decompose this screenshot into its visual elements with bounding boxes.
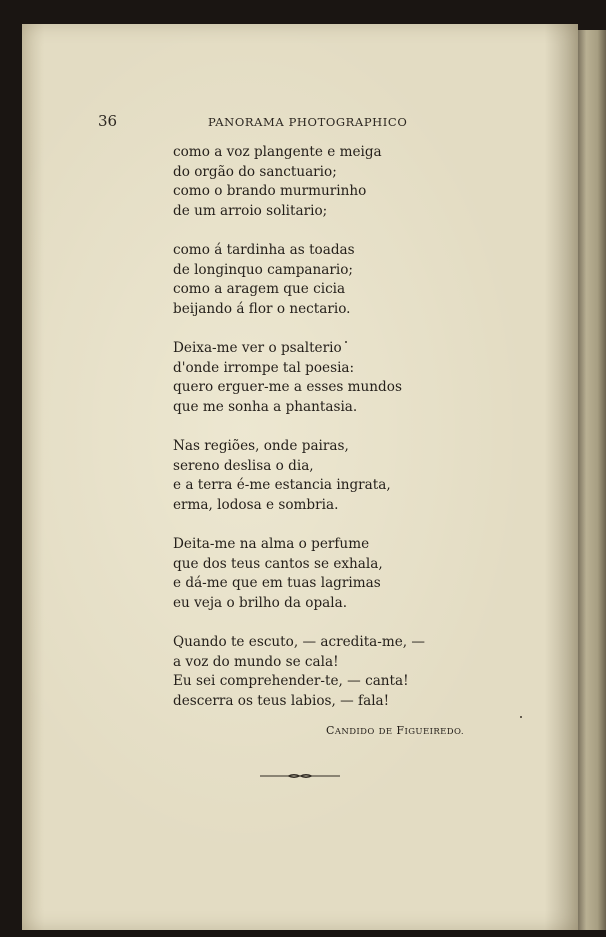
poem-line: Eu sei comprehender-te, — canta! (173, 673, 409, 689)
running-head: PANORAMA PHOTOGRAPHICO (208, 115, 408, 129)
poem-line: sereno deslisa o dia, (173, 457, 314, 474)
poem-line: quero erguer-me a esses mundos (173, 379, 402, 395)
signature-initial: C (326, 724, 335, 737)
poem-line: como á tardinha as toadas (173, 242, 355, 258)
poem-line: de um arroio solitario; (173, 202, 328, 219)
poem-line: e dá-me que em tuas lagrimas (173, 575, 381, 591)
poem-line: eu veja o brilho da opala. (173, 594, 348, 611)
stanza (173, 535, 473, 613)
poem-line: beijando á flor o nectario. (173, 300, 351, 317)
ink-speck (345, 341, 347, 343)
stanza (173, 633, 473, 711)
poem-line: do orgão do sanctuario; (173, 163, 337, 180)
poem-body (173, 143, 473, 731)
poem-line: que me sonha a phantasia. (173, 398, 358, 415)
poem-line: descerra os teus labios, — fala! (173, 692, 390, 709)
stanza (173, 241, 473, 319)
page-header (22, 112, 578, 132)
stanza (173, 437, 473, 515)
poem-line: erma, lodosa e sombria. (173, 496, 339, 513)
signature-text: ANDIDO (334, 727, 375, 737)
poem-line: que dos teus cantos se exhala, (173, 555, 383, 572)
poem-line: e a terra é-me estancia ingrata, (173, 477, 391, 493)
stanza (173, 143, 473, 221)
poem-line: a voz do mundo se cala! (173, 653, 339, 670)
signature-initial: F (396, 724, 405, 737)
poem-line: d'onde irrompe tal poesia: (173, 359, 355, 376)
signature-text: DE (378, 727, 393, 737)
facing-page-edge (578, 30, 606, 930)
poem-line: como o brando murmurinho (173, 183, 367, 199)
poem-line: de longinquo campanario; (173, 261, 354, 278)
ink-speck (520, 716, 522, 718)
stanza (173, 339, 473, 417)
poem-line: como a voz plangente e meiga (173, 144, 382, 160)
poem-line: Quando te escuto, — acredita-me, — (173, 634, 426, 650)
signature-text: IGUEIREDO. (404, 727, 464, 737)
author-signature (326, 724, 464, 737)
poem-line: Deixa-me ver o psalterio (173, 340, 342, 356)
poem-line: como a aragem que ciciа (173, 281, 346, 297)
poem-line: Nas regiões, onde pairas, (173, 438, 349, 454)
divider-ornament (260, 770, 340, 782)
poem-line: Deita-me na alma o perfume (173, 536, 370, 552)
page-number: 36 (98, 112, 118, 130)
